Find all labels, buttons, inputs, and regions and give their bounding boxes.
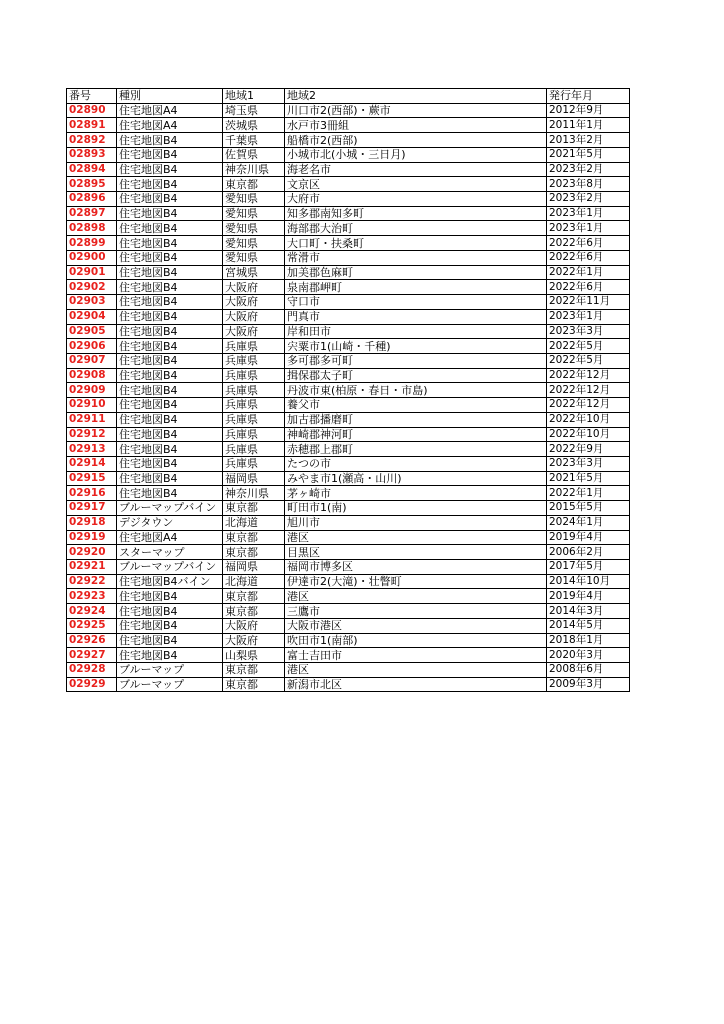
cell-region2: 三鷹市 xyxy=(285,604,547,619)
cell-region1: 兵庫県 xyxy=(223,368,285,383)
cell-region2: 養父市 xyxy=(285,398,547,413)
cell-type: ブルーマップ xyxy=(117,677,223,692)
cell-region2: 川口市2(西部)・蕨市 xyxy=(285,103,547,118)
cell-number: 02894 xyxy=(67,162,117,177)
cell-issue-date: 2023年8月 xyxy=(547,177,630,192)
cell-issue-date: 2008年6月 xyxy=(547,663,630,678)
table-row xyxy=(67,309,630,324)
cell-region1: 兵庫県 xyxy=(223,383,285,398)
cell-issue-date: 2014年3月 xyxy=(547,604,630,619)
cell-region1: 兵庫県 xyxy=(223,442,285,457)
table-row xyxy=(67,295,630,310)
cell-region2: 知多郡南知多町 xyxy=(285,206,547,221)
cell-region1: 愛知県 xyxy=(223,206,285,221)
cell-number: 02913 xyxy=(67,442,117,457)
cell-region2: 守口市 xyxy=(285,295,547,310)
cell-region2: 船橋市2(西部) xyxy=(285,133,547,148)
cell-number: 02907 xyxy=(67,353,117,368)
cell-issue-date: 2022年1月 xyxy=(547,486,630,501)
cell-type: 住宅地図B4 xyxy=(117,221,223,236)
cell-number: 02903 xyxy=(67,295,117,310)
table-row xyxy=(67,442,630,457)
table-row xyxy=(67,427,630,442)
cell-region1: 埼玉県 xyxy=(223,103,285,118)
table-row xyxy=(67,677,630,692)
cell-region2: 加古郡播磨町 xyxy=(285,412,547,427)
cell-type: 住宅地図B4 xyxy=(117,250,223,265)
cell-region2: 旭川市 xyxy=(285,515,547,530)
cell-type: 住宅地図B4 xyxy=(117,604,223,619)
cell-region2: 福岡市博多区 xyxy=(285,560,547,575)
table-row xyxy=(67,324,630,339)
cell-number: 02916 xyxy=(67,486,117,501)
cell-region1: 兵庫県 xyxy=(223,398,285,413)
table-header xyxy=(67,89,630,104)
cell-issue-date: 2020年3月 xyxy=(547,648,630,663)
cell-number: 02906 xyxy=(67,339,117,354)
table-row xyxy=(67,177,630,192)
table-row xyxy=(67,618,630,633)
cell-issue-date: 2022年6月 xyxy=(547,280,630,295)
cell-issue-date: 2022年12月 xyxy=(547,368,630,383)
cell-region2: 常滑市 xyxy=(285,250,547,265)
table-row xyxy=(67,221,630,236)
cell-region1: 大阪府 xyxy=(223,280,285,295)
header-row xyxy=(67,89,630,104)
table-row xyxy=(67,589,630,604)
cell-issue-date: 2023年2月 xyxy=(547,192,630,207)
cell-type: 住宅地図B4 xyxy=(117,177,223,192)
cell-issue-date: 2022年6月 xyxy=(547,250,630,265)
cell-type: 住宅地図B4バイン xyxy=(117,574,223,589)
cell-region1: 宮城県 xyxy=(223,265,285,280)
cell-region1: 愛知県 xyxy=(223,192,285,207)
cell-type: 住宅地図B4 xyxy=(117,368,223,383)
cell-issue-date: 2006年2月 xyxy=(547,545,630,560)
cell-type: 住宅地図B4 xyxy=(117,192,223,207)
cell-type: 住宅地図B4 xyxy=(117,456,223,471)
table-row xyxy=(67,339,630,354)
cell-type: 住宅地図B4 xyxy=(117,280,223,295)
cell-issue-date: 2022年12月 xyxy=(547,383,630,398)
cell-issue-date: 2011年1月 xyxy=(547,118,630,133)
cell-region2: 水戸市3冊組 xyxy=(285,118,547,133)
cell-number: 02923 xyxy=(67,589,117,604)
cell-region1: 佐賀県 xyxy=(223,147,285,162)
cell-type: 住宅地図B4 xyxy=(117,295,223,310)
cell-number: 02910 xyxy=(67,398,117,413)
cell-number: 02896 xyxy=(67,192,117,207)
cell-number: 02928 xyxy=(67,663,117,678)
table-row xyxy=(67,501,630,516)
cell-region2: 茅ヶ崎市 xyxy=(285,486,547,501)
header-issue-date: 発行年月 xyxy=(547,89,630,104)
cell-number: 02900 xyxy=(67,250,117,265)
table-row xyxy=(67,147,630,162)
cell-region1: 大阪府 xyxy=(223,295,285,310)
cell-issue-date: 2022年10月 xyxy=(547,412,630,427)
cell-number: 02891 xyxy=(67,118,117,133)
cell-issue-date: 2022年12月 xyxy=(547,398,630,413)
cell-type: 住宅地図B4 xyxy=(117,398,223,413)
header-type: 種別 xyxy=(117,89,223,104)
cell-region2: 小城市北(小城・三日月) xyxy=(285,147,547,162)
table-row xyxy=(67,574,630,589)
cell-number: 02920 xyxy=(67,545,117,560)
cell-issue-date: 2015年5月 xyxy=(547,501,630,516)
cell-issue-date: 2022年6月 xyxy=(547,236,630,251)
cell-type: 住宅地図A4 xyxy=(117,530,223,545)
cell-number: 02927 xyxy=(67,648,117,663)
cell-number: 02899 xyxy=(67,236,117,251)
cell-number: 02914 xyxy=(67,456,117,471)
cell-region1: 東京都 xyxy=(223,530,285,545)
cell-region2: 海部郡大治町 xyxy=(285,221,547,236)
cell-issue-date: 2012年9月 xyxy=(547,103,630,118)
cell-number: 02911 xyxy=(67,412,117,427)
cell-region2: 文京区 xyxy=(285,177,547,192)
cell-region1: 東京都 xyxy=(223,589,285,604)
cell-type: 住宅地図B4 xyxy=(117,383,223,398)
cell-region2: 港区 xyxy=(285,589,547,604)
cell-number: 02919 xyxy=(67,530,117,545)
cell-region1: 兵庫県 xyxy=(223,412,285,427)
cell-region2: 神崎郡神河町 xyxy=(285,427,547,442)
cell-region2: 岸和田市 xyxy=(285,324,547,339)
cell-region2: 揖保郡太子町 xyxy=(285,368,547,383)
cell-type: 住宅地図B4 xyxy=(117,206,223,221)
cell-number: 02925 xyxy=(67,618,117,633)
cell-region2: みやま市1(瀬高・山川) xyxy=(285,471,547,486)
cell-region1: 東京都 xyxy=(223,177,285,192)
cell-region2: 泉南郡岬町 xyxy=(285,280,547,295)
cell-issue-date: 2023年1月 xyxy=(547,309,630,324)
cell-number: 02898 xyxy=(67,221,117,236)
cell-type: 住宅地図B4 xyxy=(117,471,223,486)
cell-region1: 兵庫県 xyxy=(223,427,285,442)
cell-issue-date: 2022年9月 xyxy=(547,442,630,457)
header-number: 番号 xyxy=(67,89,117,104)
cell-region1: 愛知県 xyxy=(223,236,285,251)
cell-type: ブルーマップ xyxy=(117,663,223,678)
cell-issue-date: 2022年5月 xyxy=(547,353,630,368)
cell-number: 02912 xyxy=(67,427,117,442)
cell-issue-date: 2023年1月 xyxy=(547,206,630,221)
cell-region1: 山梨県 xyxy=(223,648,285,663)
table-row xyxy=(67,250,630,265)
table-row xyxy=(67,663,630,678)
cell-issue-date: 2021年5月 xyxy=(547,147,630,162)
cell-region1: 千葉県 xyxy=(223,133,285,148)
cell-number: 02895 xyxy=(67,177,117,192)
cell-region2: 大阪市港区 xyxy=(285,618,547,633)
cell-type: 住宅地図A4 xyxy=(117,118,223,133)
cell-region1: 福岡県 xyxy=(223,471,285,486)
cell-region2: たつの市 xyxy=(285,456,547,471)
cell-issue-date: 2013年2月 xyxy=(547,133,630,148)
table-row xyxy=(67,530,630,545)
cell-number: 02915 xyxy=(67,471,117,486)
cell-number: 02908 xyxy=(67,368,117,383)
table-row xyxy=(67,236,630,251)
cell-region1: 東京都 xyxy=(223,677,285,692)
cell-issue-date: 2022年10月 xyxy=(547,427,630,442)
cell-number: 02924 xyxy=(67,604,117,619)
table-body xyxy=(67,103,630,692)
cell-number: 02929 xyxy=(67,677,117,692)
cell-region1: 大阪府 xyxy=(223,633,285,648)
cell-type: 住宅地図B4 xyxy=(117,162,223,177)
table-row xyxy=(67,456,630,471)
cell-region2: 門真市 xyxy=(285,309,547,324)
cell-issue-date: 2014年5月 xyxy=(547,618,630,633)
cell-issue-date: 2022年11月 xyxy=(547,295,630,310)
cell-region1: 東京都 xyxy=(223,501,285,516)
cell-region2: 港区 xyxy=(285,663,547,678)
cell-number: 02892 xyxy=(67,133,117,148)
cell-number: 02905 xyxy=(67,324,117,339)
cell-type: 住宅地図B4 xyxy=(117,486,223,501)
cell-issue-date: 2019年4月 xyxy=(547,530,630,545)
cell-region2: 宍粟市1(山崎・千種) xyxy=(285,339,547,354)
cell-type: 住宅地図B4 xyxy=(117,265,223,280)
cell-region1: 大阪府 xyxy=(223,324,285,339)
cell-type: 住宅地図B4 xyxy=(117,353,223,368)
cell-region2: 伊達市2(大滝)・壮瞥町 xyxy=(285,574,547,589)
cell-region1: 愛知県 xyxy=(223,250,285,265)
cell-region1: 愛知県 xyxy=(223,221,285,236)
table-row xyxy=(67,133,630,148)
cell-region1: 兵庫県 xyxy=(223,353,285,368)
table-row xyxy=(67,383,630,398)
header-region1: 地域1 xyxy=(223,89,285,104)
cell-type: 住宅地図B4 xyxy=(117,633,223,648)
cell-issue-date: 2018年1月 xyxy=(547,633,630,648)
cell-number: 02901 xyxy=(67,265,117,280)
cell-region1: 神奈川県 xyxy=(223,486,285,501)
table-row xyxy=(67,545,630,560)
cell-number: 02918 xyxy=(67,515,117,530)
cell-type: スターマップ xyxy=(117,545,223,560)
cell-region1: 茨城県 xyxy=(223,118,285,133)
cell-issue-date: 2017年5月 xyxy=(547,560,630,575)
cell-type: ブルーマップバイン xyxy=(117,560,223,575)
cell-type: 住宅地図B4 xyxy=(117,648,223,663)
table-row xyxy=(67,280,630,295)
table-row xyxy=(67,515,630,530)
cell-issue-date: 2023年1月 xyxy=(547,221,630,236)
cell-type: 住宅地図B4 xyxy=(117,442,223,457)
table-row xyxy=(67,633,630,648)
cell-region2: 目黒区 xyxy=(285,545,547,560)
cell-type: デジタウン xyxy=(117,515,223,530)
cell-region2: 町田市1(南) xyxy=(285,501,547,516)
cell-number: 02893 xyxy=(67,147,117,162)
table-row xyxy=(67,398,630,413)
cell-number: 02926 xyxy=(67,633,117,648)
cell-region1: 大阪府 xyxy=(223,618,285,633)
table-row xyxy=(67,265,630,280)
table-row xyxy=(67,353,630,368)
cell-region1: 大阪府 xyxy=(223,309,285,324)
table-row xyxy=(67,118,630,133)
cell-type: 住宅地図B4 xyxy=(117,236,223,251)
cell-region2: 新潟市北区 xyxy=(285,677,547,692)
cell-type: 住宅地図B4 xyxy=(117,412,223,427)
cell-type: 住宅地図A4 xyxy=(117,103,223,118)
cell-number: 02890 xyxy=(67,103,117,118)
cell-number: 02904 xyxy=(67,309,117,324)
cell-issue-date: 2009年3月 xyxy=(547,677,630,692)
cell-region2: 大口町・扶桑町 xyxy=(285,236,547,251)
cell-region2: 海老名市 xyxy=(285,162,547,177)
cell-region2: 多可郡多可町 xyxy=(285,353,547,368)
cell-region2: 富士吉田市 xyxy=(285,648,547,663)
cell-number: 02917 xyxy=(67,501,117,516)
cell-number: 02909 xyxy=(67,383,117,398)
cell-issue-date: 2022年1月 xyxy=(547,265,630,280)
table-row xyxy=(67,192,630,207)
table-row xyxy=(67,206,630,221)
cell-region1: 東京都 xyxy=(223,604,285,619)
table-row xyxy=(67,471,630,486)
cell-type: 住宅地図B4 xyxy=(117,589,223,604)
cell-region1: 東京都 xyxy=(223,545,285,560)
cell-issue-date: 2024年1月 xyxy=(547,515,630,530)
map-catalog-table xyxy=(66,88,630,692)
cell-issue-date: 2023年2月 xyxy=(547,162,630,177)
cell-region1: 北海道 xyxy=(223,515,285,530)
cell-number: 02902 xyxy=(67,280,117,295)
cell-region2: 加美郡色麻町 xyxy=(285,265,547,280)
cell-type: 住宅地図B4 xyxy=(117,427,223,442)
cell-region2: 港区 xyxy=(285,530,547,545)
table-row xyxy=(67,103,630,118)
table-row xyxy=(67,560,630,575)
table-row xyxy=(67,368,630,383)
cell-issue-date: 2021年5月 xyxy=(547,471,630,486)
table-row xyxy=(67,486,630,501)
cell-region2: 丹波市東(柏原・春日・市島) xyxy=(285,383,547,398)
cell-issue-date: 2023年3月 xyxy=(547,324,630,339)
cell-region2: 赤穂郡上郡町 xyxy=(285,442,547,457)
cell-issue-date: 2022年5月 xyxy=(547,339,630,354)
cell-type: 住宅地図B4 xyxy=(117,339,223,354)
cell-region2: 大府市 xyxy=(285,192,547,207)
cell-type: 住宅地図B4 xyxy=(117,147,223,162)
cell-region1: 兵庫県 xyxy=(223,456,285,471)
cell-type: 住宅地図B4 xyxy=(117,618,223,633)
cell-region1: 福岡県 xyxy=(223,560,285,575)
cell-type: ブルーマップバイン xyxy=(117,501,223,516)
cell-issue-date: 2014年10月 xyxy=(547,574,630,589)
cell-region2: 吹田市1(南部) xyxy=(285,633,547,648)
table-row xyxy=(67,412,630,427)
header-region2: 地域2 xyxy=(285,89,547,104)
table-row xyxy=(67,648,630,663)
table-row xyxy=(67,162,630,177)
cell-issue-date: 2023年3月 xyxy=(547,456,630,471)
cell-region1: 東京都 xyxy=(223,663,285,678)
cell-issue-date: 2019年4月 xyxy=(547,589,630,604)
cell-region1: 北海道 xyxy=(223,574,285,589)
cell-type: 住宅地図B4 xyxy=(117,324,223,339)
table-row xyxy=(67,604,630,619)
cell-number: 02922 xyxy=(67,574,117,589)
cell-region1: 神奈川県 xyxy=(223,162,285,177)
cell-region1: 兵庫県 xyxy=(223,339,285,354)
cell-type: 住宅地図B4 xyxy=(117,309,223,324)
cell-number: 02897 xyxy=(67,206,117,221)
cell-number: 02921 xyxy=(67,560,117,575)
cell-type: 住宅地図B4 xyxy=(117,133,223,148)
